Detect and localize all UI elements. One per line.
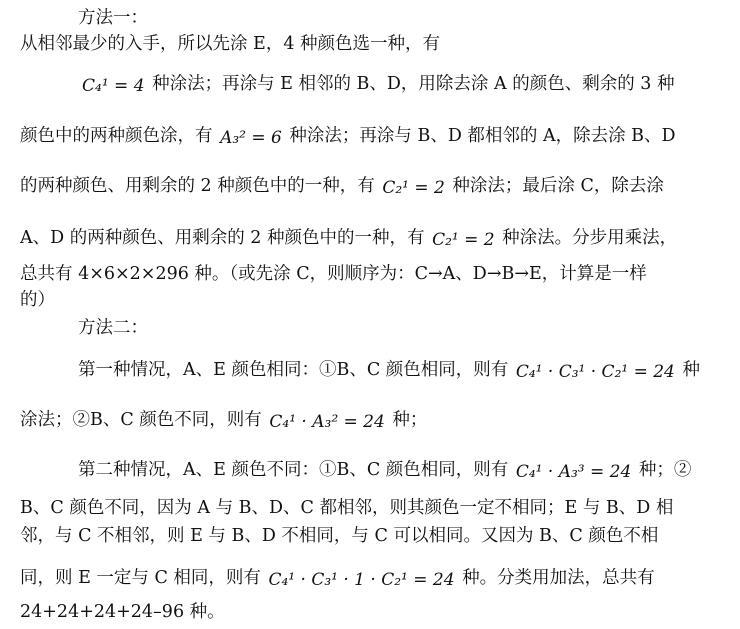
text-segment: 种涂法；再涂与 B、D 都相邻的 A，除去涂 B、D: [283, 126, 676, 146]
method-two-heading: 方法二：: [78, 318, 148, 338]
text-line: [20, 408, 427, 434]
text-segment: A、D 的两种颜色、用剩余的 2 种颜色中的一种，有: [20, 228, 431, 248]
text-segment: 种涂法。分步用乘法，: [496, 228, 678, 248]
text-segment: 涂法；②B、C 颜色不同，则有: [20, 410, 268, 430]
math-formula: C₂¹ = 2: [382, 178, 445, 198]
math-formula: C₂¹ = 2: [432, 230, 495, 250]
text-segment: 种涂法；最后涂 C，除去涂: [446, 176, 664, 196]
text-line: 邻，与 C 不相邻，则 E 与 B、D 不相同，与 C 可以相同。又因为 B、C 颜色不相: [20, 526, 659, 546]
method-one-heading: 方法一：: [78, 8, 148, 28]
text-segment: 第一种情况，A、E 颜色相同：①B、C 颜色相同，则有: [78, 360, 514, 380]
text-segment: 种: [676, 360, 700, 380]
text-segment: 种。分类用加法，总共有: [456, 568, 655, 588]
math-formula: C₄¹ = 4: [82, 76, 145, 96]
text-line: 24+24+24+24–96 种。: [20, 602, 225, 622]
text-line: [78, 358, 700, 384]
text-segment: 种涂法；再涂与 E 相邻的 B、D，用除去涂 A 的颜色、剩余的 3 种: [146, 74, 675, 94]
text-line: [20, 174, 664, 200]
text-line: 从相邻最少的入手，所以先涂 E，4 种颜色选一种，有: [20, 34, 441, 54]
text-line: [20, 226, 677, 252]
math-formula: C₄¹ · A₃² = 24: [269, 412, 385, 432]
math-formula: C₄¹ · C₃¹ · C₂¹ = 24: [515, 362, 675, 382]
text-line: [80, 72, 674, 98]
text-line: B、C 颜色不同，因为 A 与 B、D、C 都相邻，则其颜色一定不相同；E 与 B、D 相: [20, 498, 674, 518]
text-segment: 同，则 E 一定与 C 相同，则有: [20, 568, 267, 588]
text-segment: 种；: [386, 410, 428, 430]
math-formula: A₃² = 6: [220, 128, 282, 148]
text-line: 总共有 4×6×2×296 种。（或先涂 C，则顺序为：C→A、D→B→E，计算是一样: [20, 264, 647, 284]
text-line: [20, 566, 655, 592]
text-line: [78, 458, 691, 484]
text-segment: 种；②: [633, 460, 692, 480]
text-segment: 颜色中的两种颜色涂，有: [20, 126, 219, 146]
text-segment: 第二种情况，A、E 颜色不同：①B、C 颜色相同，则有: [78, 460, 514, 480]
text-line: [20, 124, 676, 150]
math-formula: C₄¹ · C₃¹ · 1 · C₂¹ = 24: [268, 570, 455, 590]
text-line: 的）: [20, 290, 55, 310]
text-segment: 的两种颜色、用剩余的 2 种颜色中的一种，有: [20, 176, 381, 196]
math-formula: C₄¹ · A₃³ = 24: [515, 462, 632, 482]
